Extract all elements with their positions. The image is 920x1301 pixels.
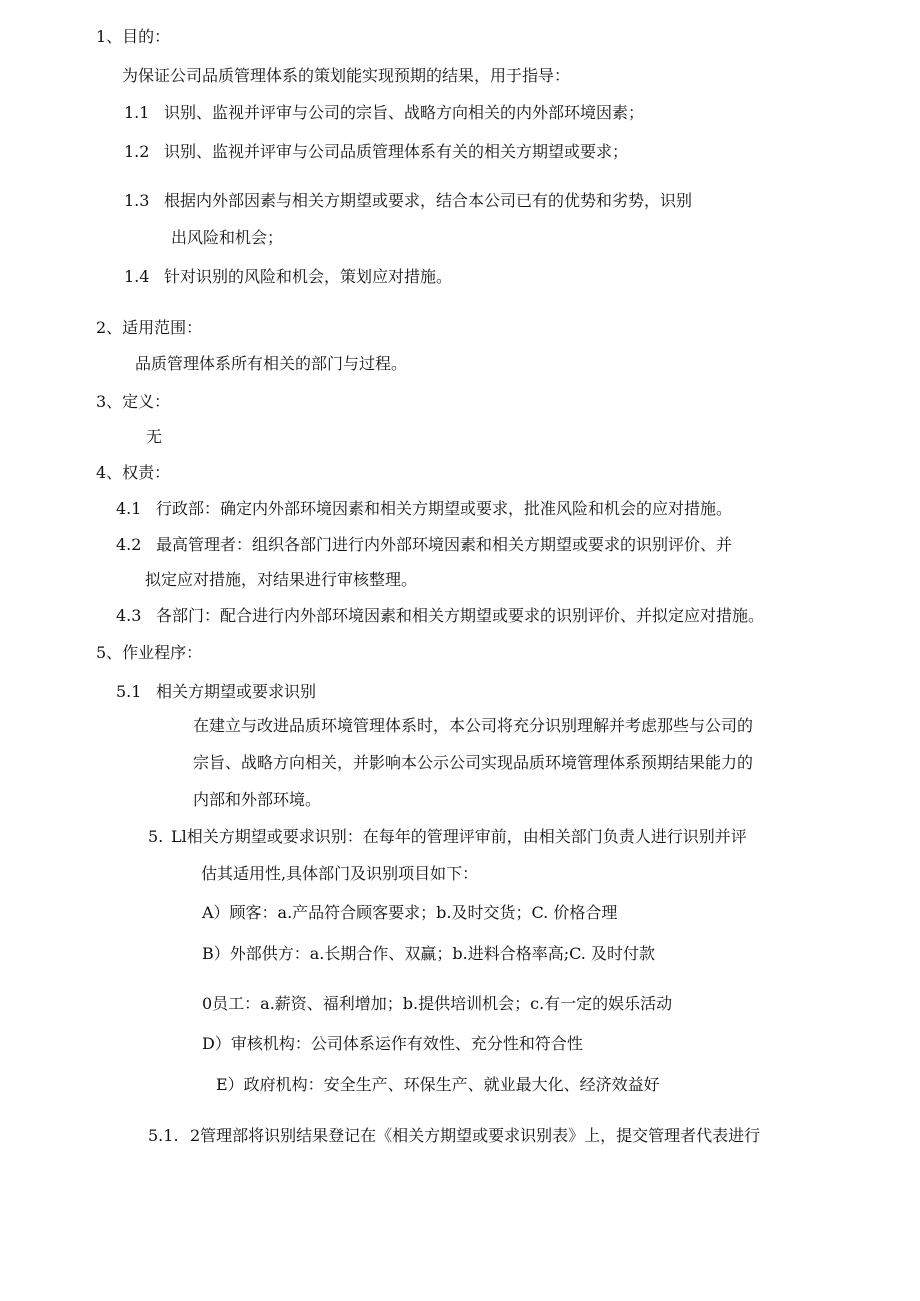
item-4-1: [116, 499, 732, 519]
item-4-2-continued: 拟定应对措施，对结果进行审核整理。: [145, 570, 418, 589]
paragraph-line: 内部和外部环境。: [193, 790, 322, 809]
list-item-e: E）政府机构：安全生产、环保生产、就业最大化、经济效益好: [216, 1075, 660, 1094]
section-3-body: 无: [146, 427, 163, 446]
item-number: 4.3: [116, 606, 142, 625]
item-text: 识别、监视并评审与公司的宗旨、战略方向相关的内外部环境因素；: [164, 103, 645, 122]
item-text: Ll相关方期望或要求识别：在每年的管理评审前，由相关部门负责人进行识别并评: [171, 827, 747, 846]
item-number: 1.1: [124, 103, 150, 122]
item-number: 5.1: [116, 682, 142, 701]
item-number: 4.1: [116, 499, 142, 518]
paragraph-line: 在建立与改进品质环境管理体系时，本公司将充分识别理解并考虑那些与公司的: [193, 716, 754, 735]
item-text: 行政部：确定内外部环境因素和相关方期望或要求，批准风险和机会的应对措施。: [156, 499, 733, 518]
list-item-c: 0员工：a.薪资、福利增加；b.提供培训机会；c.有一定的娱乐活动: [202, 994, 673, 1013]
item-number: 4.2: [116, 535, 142, 554]
section-2-heading: 2、适用范围：: [96, 318, 203, 337]
item-number: 1.2: [124, 142, 150, 161]
item-5-1-1-continued: 估其适用性,具体部门及识别项目如下：: [201, 864, 479, 883]
item-5-1-1: [148, 827, 747, 847]
list-item-b: B）外部供方：a.长期合作、双赢；b.进料合格率高;C. 及时付款: [202, 944, 655, 963]
item-number: 1.3: [124, 191, 150, 210]
item-text: 针对识别的风险和机会，策划应对措施。: [164, 267, 453, 286]
paragraph-line: 宗旨、战略方向相关，并影响本公示公司实现品质环境管理体系预期结果能力的: [193, 753, 754, 772]
item-5-1-2: [148, 1126, 760, 1146]
section-4-heading: 4、权责：: [96, 463, 171, 482]
item-number: 5.1.: [148, 1126, 179, 1145]
item-title: 相关方期望或要求识别: [156, 682, 317, 701]
section-1-heading: 1、目的：: [96, 27, 171, 46]
item-5-1: [116, 682, 316, 702]
section-3-heading: 3、定义：: [96, 392, 171, 411]
item-1-3-continued: 出风险和机会；: [171, 228, 284, 247]
item-text: 2管理部将识别结果登记在《相关方期望或要求识别表》上，提交管理者代表进行: [190, 1126, 761, 1145]
item-text: 识别、监视并评审与公司品质管理体系有关的相关方期望或要求；: [164, 142, 629, 161]
item-1-2: [124, 142, 628, 162]
section-2-body: 品质管理体系所有相关的部门与过程。: [135, 354, 408, 373]
item-text: 最高管理者：组织各部门进行内外部环境因素和相关方期望或要求的识别评价、并: [156, 535, 733, 554]
list-item-a: A）顾客：a.产品符合顾客要求；b.及时交货；C. 价格合理: [202, 903, 618, 922]
item-number: 1.4: [124, 267, 150, 286]
item-text: 根据内外部因素与相关方期望或要求，结合本公司已有的优势和劣势，识别: [164, 191, 693, 210]
section-5-heading: 5、作业程序：: [96, 643, 203, 662]
item-text: 各部门：配合进行内外部环境因素和相关方期望或要求的识别评价、并拟定应对措施。: [156, 606, 765, 625]
item-4-2: [116, 535, 732, 555]
item-1-4: [124, 267, 452, 287]
list-item-d: D）审核机构：公司体系运作有效性、充分性和符合性: [202, 1034, 583, 1053]
section-1-intro: 为保证公司品质管理体系的策划能实现预期的结果，用于指导：: [122, 66, 571, 85]
item-1-1: [124, 103, 644, 123]
item-1-3: [124, 191, 692, 211]
item-4-3: [116, 606, 764, 626]
item-number: 5.: [148, 827, 164, 846]
